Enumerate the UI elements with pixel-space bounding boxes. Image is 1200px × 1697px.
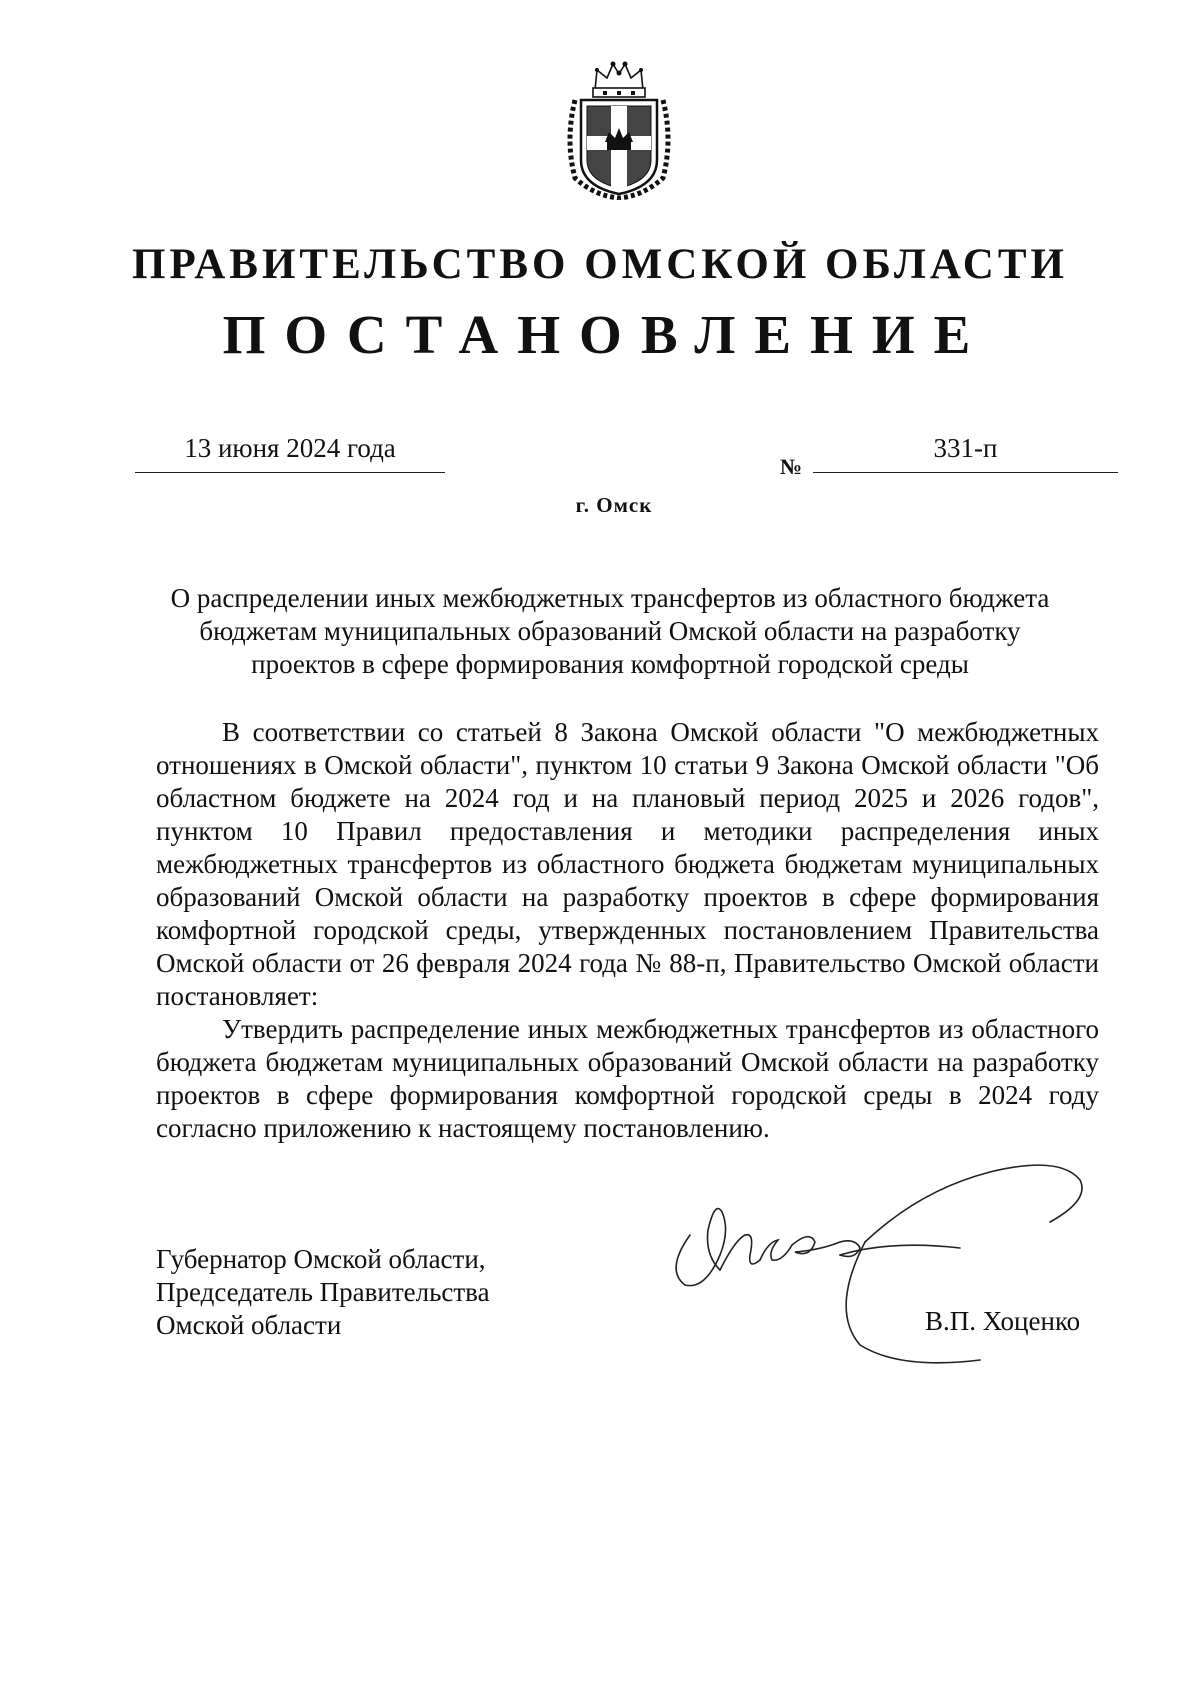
document-body (156, 716, 1099, 1145)
body-paragraph: В соответствии со статьей 8 Закона Омской области "О межбюджетных отношениях в Омской области", пунктом 10 статьи 9 Закона Омской области "Об областном бюджете на 2024 год и на плановый период 2025 и 2026 годов", пунктом 10 Правил предоставления и методики распределения иных межбюджетных трансфертов из областного бюджета бюджетам муниципальных образований Омской области на разработку проектов в сфере формирования комфортной городской среды, утвержденных постановлением Правительства Омской области от 26 февраля 2024 года № 88-п, Правительство Омской области постановляет: (156, 717, 1099, 1011)
position-line: Губернатор Омской области, (156, 1244, 486, 1274)
title-line: проектов в сфере формирования комфортной городской среды (251, 649, 969, 679)
position-line: Омской области (156, 1310, 342, 1340)
position-line: Председатель Правительства (156, 1277, 490, 1307)
title-line: О распределении иных межбюджетных трансфертов из областного бюджета (170, 583, 1050, 613)
city: г. Омск (575, 493, 653, 517)
signatory-position (156, 1243, 490, 1342)
document-number: 331-п (813, 432, 1118, 473)
organization-heading: ПРАВИТЕЛЬСТВО ОМСКОЙ ОБЛАСТИ (132, 241, 1068, 288)
document-type-heading: ПОСТАНОВЛЕНИЕ (222, 304, 990, 365)
coat-of-arms-icon (565, 60, 673, 200)
number-label: № (780, 454, 803, 479)
body-paragraph: Утвердить распределение иных межбюджетных трансфертов из областного бюджета бюджетам муниципальных образований Омской области на разработку проектов в сфере формирования комфортной городской среды в 2024 году согласно приложению к настоящему постановлению. (156, 1014, 1099, 1143)
signatory-name: В.П. Хоценко (925, 1306, 1081, 1336)
document-title (150, 582, 1070, 681)
document-date: 13 июня 2024 года (135, 432, 445, 473)
title-line: бюджетам муниципальных образований Омской области на разработку (199, 616, 1021, 646)
handwritten-signature (660, 1160, 1120, 1380)
